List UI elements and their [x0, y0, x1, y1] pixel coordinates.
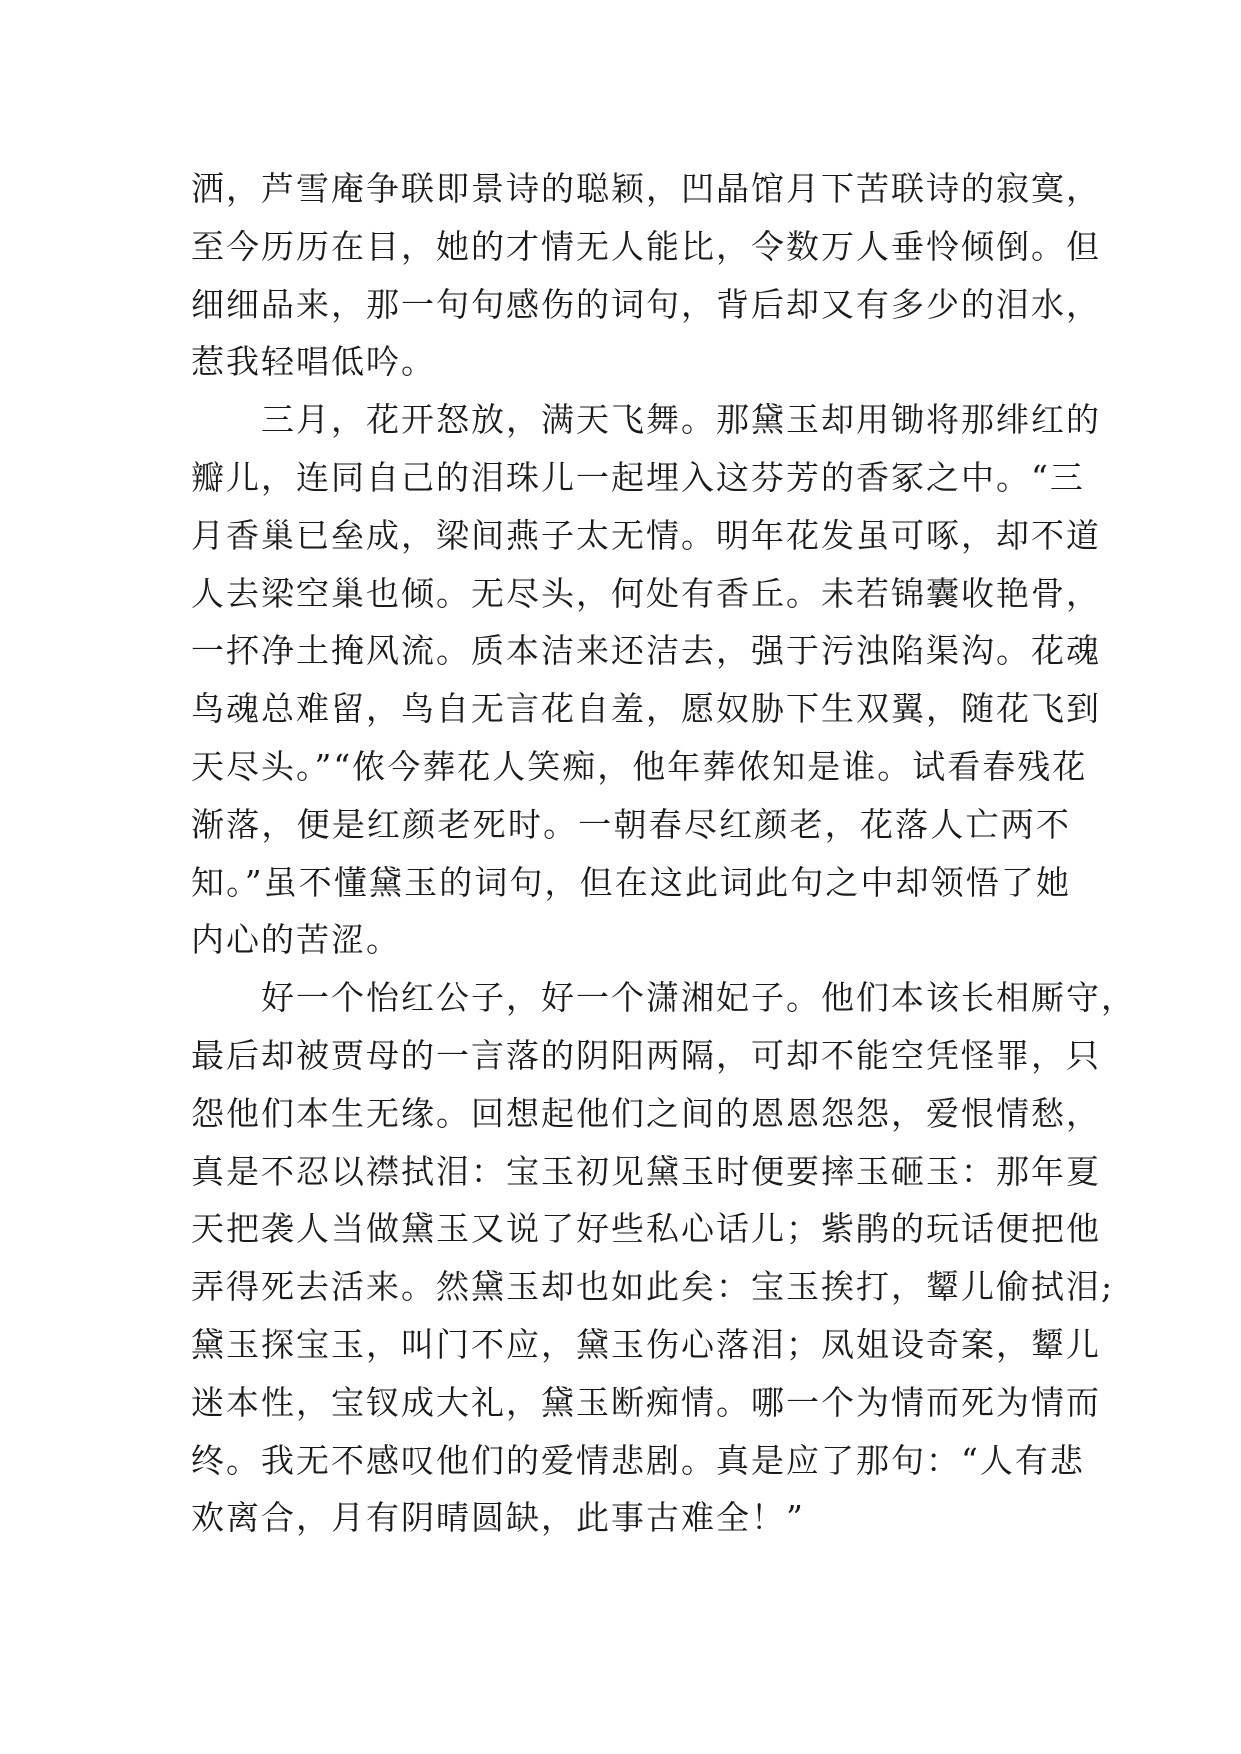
text-line: 一抔净土掩风流。质本洁来还洁去，强于污浊陷渠沟。花魂: [191, 631, 1101, 671]
text-line: 惹我轻唱低吟。: [191, 342, 436, 382]
paragraph-2: [191, 391, 1101, 969]
text-line: 弄得死去活来。然黛玉却也如此矣：宝玉挨打，颦儿偷拭泪;: [191, 1267, 1115, 1307]
text-line: 内心的苦涩。: [191, 920, 401, 960]
text-line: 欢离合，月有阴晴圆缺，此事古难全！”: [191, 1498, 805, 1538]
text-line: 鸟魂总难留，鸟自无言花自羞，愿奴胁下生双翼，随花飞到: [191, 689, 1101, 729]
text-line: 洒，芦雪庵争联即景诗的聪颖，凹晶馆月下苦联诗的寂寞，: [191, 169, 1101, 208]
paragraph-1: [191, 160, 1101, 391]
text-line: 真是不忍以襟拭泪：宝玉初见黛玉时便要摔玉砸玉：那年夏: [191, 1151, 1101, 1191]
text-line: 终。我无不感叹他们的爱情悲剧。真是应了那句：“人有悲: [191, 1440, 1085, 1480]
text-line: 知。”虽不懂黛玉的词句，但在这此词此句之中却领悟了她: [191, 862, 1071, 902]
text-line: 好一个怡红公子，好一个潇湘妃子。他们本该长相厮守，: [191, 978, 1136, 1018]
text-line: 天尽头。”“侬今葬花人笑痴，他年葬侬知是谁。试看春残花: [191, 746, 1088, 786]
text-line: 瓣儿，连同自己的泪珠儿一起埋入这芬芳的香冢之中。“三: [191, 457, 1085, 497]
paragraph-3: [191, 969, 1136, 1547]
text-line: 渐落，便是红颜老死时。一朝春尽红颜老，花落人亡两不: [191, 804, 1071, 844]
text-line: 月香巢已垒成，梁间燕子太无情。明年花发虽可啄，却不道: [191, 515, 1101, 555]
text-line: 细细品来，那一句句感伤的词句，背后却又有多少的泪水，: [191, 284, 1101, 324]
text-line: 至今历历在目，她的才情无人能比，令数万人垂怜倾倒。但: [191, 226, 1101, 266]
text-line: 迷本性，宝钗成大礼，黛玉断痴情。哪一个为情而死为情而: [191, 1382, 1101, 1422]
text-line: 天把袭人当做黛玉又说了好些私心话儿；紫鹃的玩话便把他: [191, 1209, 1101, 1249]
text-line: 人去梁空巢也倾。无尽头，何处有香丘。未若锦囊收艳骨，: [191, 573, 1101, 613]
document-body: [191, 160, 1136, 1547]
text-line: 三月，花开怒放，满天飞舞。那黛玉却用锄将那绯红的: [191, 400, 1101, 440]
text-line: 黛玉探宝玉，叫门不应，黛玉伤心落泪；凤姐设奇案，颦儿: [191, 1324, 1101, 1364]
text-line: 最后却被贾母的一言落的阴阳两隔，可却不能空凭怪罪，只: [191, 1035, 1101, 1075]
text-line: 怨他们本生无缘。回想起他们之间的恩恩怨怨，爱恨情愁，: [191, 1093, 1101, 1133]
